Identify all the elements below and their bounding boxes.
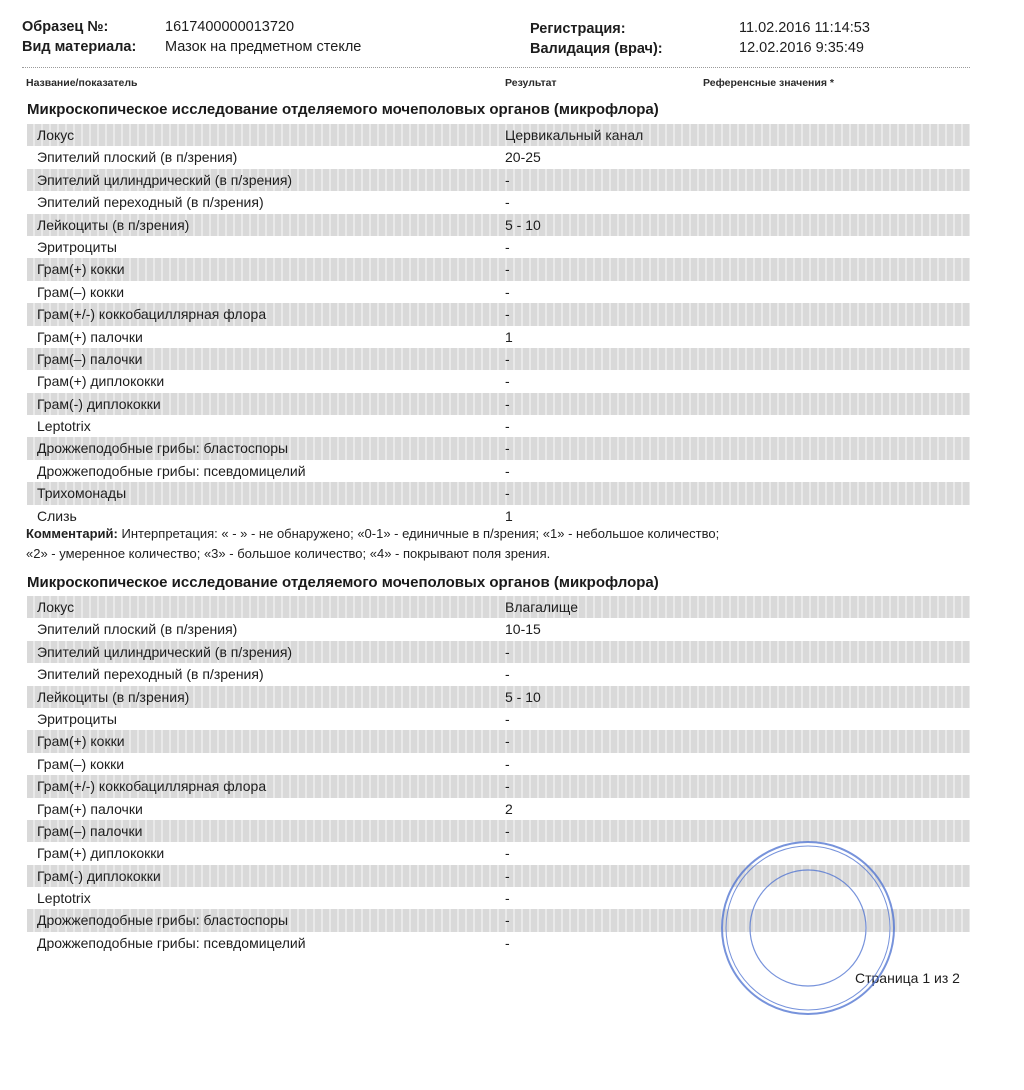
indicator-result: - (505, 666, 510, 683)
column-header-result: Результат (505, 77, 557, 89)
indicator-result: - (505, 912, 510, 929)
indicator-name: Дрожжеподобные грибы: бластоспоры (37, 912, 289, 929)
indicator-name: Грам(+) диплококки (37, 845, 165, 862)
result-row (27, 169, 970, 191)
indicator-result: - (505, 395, 510, 412)
result-row (27, 146, 970, 168)
indicator-name: Эритроциты (37, 238, 117, 255)
lab-stamp (718, 838, 898, 1018)
indicator-result: 5 - 10 (505, 216, 541, 233)
indicator-name: Грам(+) диплококки (37, 373, 165, 390)
indicator-result: - (505, 350, 510, 367)
indicator-result: - (505, 778, 510, 795)
result-row (27, 753, 970, 775)
indicator-result: 1 (505, 507, 513, 524)
indicator-name: Грам(+) палочки (37, 328, 143, 345)
indicator-name: Грам(+/-) коккобациллярная флора (37, 778, 267, 795)
material-type-label: Вид материала: (22, 39, 137, 55)
validation-datetime: 12.02.2016 9:35:49 (739, 40, 864, 56)
column-header-reference: Референсные значения * (703, 77, 834, 89)
column-header-name: Название/показатель (26, 77, 138, 89)
indicator-result: 1 (505, 328, 513, 345)
result-row (27, 236, 970, 258)
comment-block (26, 524, 719, 564)
page-number: Страница 1 из 2 (855, 970, 960, 986)
indicator-result: - (505, 440, 510, 457)
result-row (27, 281, 970, 303)
indicator-result: - (505, 261, 510, 278)
header-divider (22, 67, 970, 68)
result-row (27, 730, 970, 752)
indicator-name: Грам(+) палочки (37, 800, 143, 817)
result-row (27, 482, 970, 504)
indicator-result: - (505, 710, 510, 727)
indicator-name: Эпителий переходный (в п/зрения) (37, 194, 264, 211)
result-row (27, 415, 970, 437)
result-row (27, 393, 970, 415)
indicator-name: Leptotrix (37, 890, 91, 907)
indicator-result: - (505, 867, 510, 884)
result-row (27, 348, 970, 370)
indicator-result: 10-15 (505, 621, 541, 638)
result-row (27, 370, 970, 392)
indicator-result: - (505, 194, 510, 211)
indicator-name: Дрожжеподобные грибы: бластоспоры (37, 440, 289, 457)
result-row (27, 124, 970, 146)
indicator-name: Дрожжеподобные грибы: псевдомицелий (37, 462, 306, 479)
indicator-name: Эпителий переходный (в п/зрения) (37, 666, 264, 683)
indicator-result: - (505, 934, 510, 951)
indicator-result: 2 (505, 800, 513, 817)
result-row (27, 596, 970, 618)
registration-datetime: 11.02.2016 11:14:53 (739, 20, 870, 36)
indicator-name: Эпителий цилиндрический (в п/зрения) (37, 171, 293, 188)
indicator-name: Трихомонады (37, 485, 127, 502)
indicator-result: - (505, 485, 510, 502)
comment-label: Комментарий: (26, 526, 118, 541)
indicator-name: Локус (37, 127, 75, 143)
result-row (27, 798, 970, 820)
result-row (27, 663, 970, 685)
indicator-result: 5 - 10 (505, 688, 541, 705)
indicator-name: Грам(-) диплококки (37, 395, 161, 412)
indicator-result: - (505, 418, 510, 435)
indicator-name: Эритроциты (37, 710, 117, 727)
section-1-title: Микроскопическое исследование отделяемого мочеполовых органов (микрофлора) (27, 101, 659, 118)
indicator-result: - (505, 890, 510, 907)
result-row (27, 686, 970, 708)
indicator-name: Leptotrix (37, 418, 91, 435)
result-row (27, 641, 970, 663)
indicator-name: Грам(+/-) коккобациллярная флора (37, 306, 267, 323)
result-row (27, 775, 970, 797)
indicator-result: - (505, 643, 510, 660)
indicator-result: 20-25 (505, 149, 541, 166)
indicator-result: - (505, 733, 510, 750)
indicator-name: Грам(–) кокки (37, 283, 125, 300)
indicator-name: Эпителий плоский (в п/зрения) (37, 621, 238, 638)
indicator-name: Лейкоциты (в п/зрения) (37, 688, 190, 705)
indicator-name: Эпителий цилиндрический (в п/зрения) (37, 643, 293, 660)
material-type-value: Мазок на предметном стекле (165, 39, 362, 55)
indicator-name: Эпителий плоский (в п/зрения) (37, 149, 238, 166)
indicator-result: Цервикальный канал (505, 127, 644, 143)
registration-label: Регистрация: (530, 21, 626, 37)
result-row (27, 326, 970, 348)
comment-line-1: Интерпретация: « - » - не обнаружено; «0-1» - единичные в п/зрения; «1» - небольшое количество; (117, 526, 720, 541)
indicator-result: - (505, 845, 510, 862)
section-1-table (27, 124, 970, 527)
indicator-result: - (505, 373, 510, 390)
indicator-name: Дрожжеподобные грибы: псевдомицелий (37, 934, 306, 951)
result-row (27, 191, 970, 213)
indicator-name: Грам(–) кокки (37, 755, 125, 772)
result-row (27, 460, 970, 482)
indicator-name: Грам(+) кокки (37, 261, 125, 278)
indicator-name: Лейкоциты (в п/зрения) (37, 216, 190, 233)
result-row (27, 437, 970, 459)
indicator-result: - (505, 238, 510, 255)
result-row (27, 258, 970, 280)
indicator-name: Слизь (37, 507, 77, 524)
indicator-result: Влагалище (505, 599, 579, 615)
indicator-result: - (505, 822, 510, 839)
indicator-result: - (505, 462, 510, 479)
indicator-result: - (505, 755, 510, 772)
result-row (27, 303, 970, 325)
sample-number-value: 1617400000013720 (165, 19, 295, 35)
result-row (27, 708, 970, 730)
indicator-name: Локус (37, 599, 75, 615)
sample-number-label: Образец №: (22, 19, 109, 35)
comment-line-2: «2» - умеренное количество; «3» - большое количество; «4» - покрывают поля зрения. (26, 546, 551, 561)
result-row (27, 214, 970, 236)
indicator-result: - (505, 283, 510, 300)
indicator-name: Грам(–) палочки (37, 350, 143, 367)
indicator-result: - (505, 306, 510, 323)
section-2-title: Микроскопическое исследование отделяемого мочеполовых органов (микрофлора) (27, 574, 659, 591)
validation-label: Валидация (врач): (530, 41, 663, 57)
result-row (27, 618, 970, 640)
indicator-name: Грам(–) палочки (37, 822, 143, 839)
indicator-name: Грам(+) кокки (37, 733, 125, 750)
indicator-result: - (505, 171, 510, 188)
indicator-name: Грам(-) диплококки (37, 867, 161, 884)
